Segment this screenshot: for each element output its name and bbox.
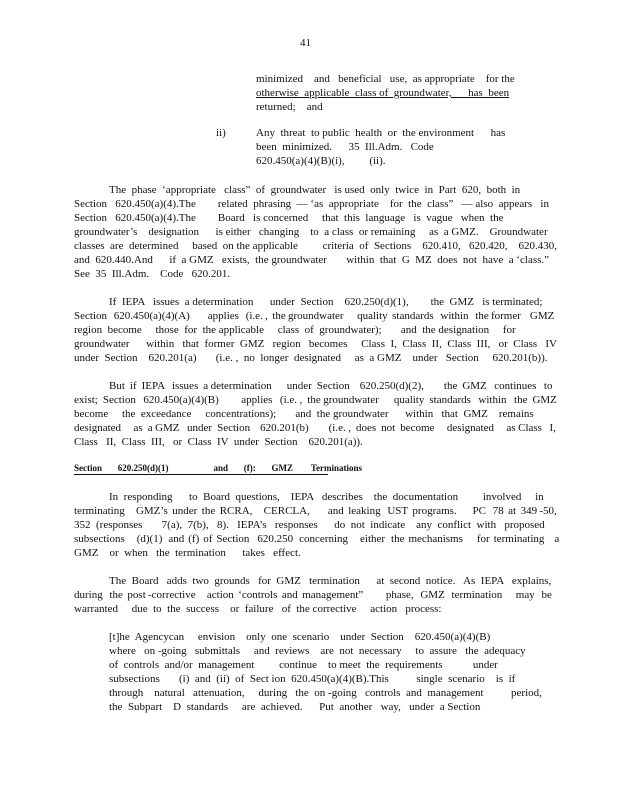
paragraph-line: during the post -corrective action ‘controls and management” phase, GMZ termination may be [74, 589, 552, 601]
paragraph-line: Section 620.450(a)(4).The related phrasing — ‘as appropriate for the class” — also appears in [74, 198, 549, 210]
blockquote-line: [t]he Agencycan envision only one scenario under Section 620.450(a)(4)(B) [109, 631, 491, 643]
paragraph-line: 352 (responses 7(a), 7(b), 8). IEPA’s responses do not indicate any conflict with proposed [74, 519, 545, 531]
paragraph-line: The Board adds two grounds for GMZ termination at second notice. As IEPA explains, [109, 575, 552, 587]
paragraph-line: Section 620.450(a)(4).The Board is concerned that this language is vague when the [74, 212, 504, 224]
paragraph-line: exist; Section 620.450(a)(4)(B) applies (i.e. , the groundwater quality standards within the GMZ [74, 394, 557, 406]
paragraph-line: The phase ‘appropriate class” of groundwater is used only twice in Part 620, both in [109, 184, 521, 196]
paragraph-line: and 620.440.And if a GMZ exists, the groundwater within that G MZ does not have a ‘class.” [74, 254, 550, 266]
paragraph-line: groundwater within that former GMZ region becomes Class I, Class II, Class III, or Class IV [74, 338, 558, 350]
paragraph-line: under Section 620.201(a) (i.e. , no longer designated as a GMZ under Section 620.201(b)). [74, 352, 548, 364]
section-heading: Section 620.250(d)(1) and (f): GMZ Terminations [74, 463, 362, 473]
paragraph-line: See 35 Ill.Adm. Code 620.201. [74, 268, 231, 280]
paragraph-line: subsections (d)(1) and (f) of Section 620.250 concerning either the mechanisms for terminating a [74, 533, 560, 545]
blockquote-line: subsections (i) and (ii) of Sect ion 620.450(a)(4)(B).This single scenario is if [109, 673, 516, 685]
blockquote-line: the Subpart D standards are achieved. Put another way, under a Section [109, 701, 481, 713]
list-text-line: 620.450(a)(4)(B)(i), (ii). [256, 155, 386, 167]
page-number: 41 [300, 37, 311, 49]
paragraph-line: become the exceedance concentrations); and the groundwater within that GMZ remains [74, 408, 534, 420]
paragraph-line: groundwater’s designation is either changing to a class or remaining as a GMZ. Groundwater [74, 226, 548, 238]
paragraph-line: region become those for the applicable class of groundwater); and the designation for [74, 324, 516, 336]
blockquote-line: where on -going submittals and reviews are not necessary to assure the adequacy [109, 645, 526, 657]
paragraph-line: If IEPA issues a determination under Section 620.250(d)(1), the GMZ is terminated; [109, 296, 543, 308]
paragraph-line: terminating GMZ’s under the RCRA, CERCLA, and leaking UST programs. PC 78 at 349 -50, [74, 505, 557, 517]
paragraph-line: designated as a GMZ under Section 620.201(b) (i.e. , does not become designated as Class I, [74, 422, 556, 434]
list-text-line: otherwise applicable class of groundwater, has been [256, 87, 510, 99]
list-marker: ii) [216, 127, 226, 139]
paragraph-line: classes are determined based on the applicable criteria of Sections 620.410, 620.420, 620.430, [74, 240, 557, 252]
list-text-line: minimized and beneficial use, as appropriate for the [256, 73, 515, 85]
section-heading-underline [74, 474, 328, 475]
list-text-line: been minimized. 35 Ill.Adm. Code [256, 141, 434, 153]
list-text-line: returned; and [256, 101, 323, 113]
blockquote-line: of controls and/or management continue to meet the requirements under [109, 659, 498, 671]
paragraph-line: Class II, Class III, or Class IV under Section 620.201(a)). [74, 436, 363, 448]
paragraph-line: warranted due to the success or failure of the corrective action process: [74, 603, 442, 615]
paragraph-line: GMZ or when the termination takes effect. [74, 547, 301, 559]
list-text-line: Any threat to public health or the environment has [256, 127, 506, 139]
paragraph-line: In responding to Board questions, IEPA describes the documentation involved in [109, 491, 544, 503]
paragraph-line: Section 620.450(a)(4)(A) applies (i.e. , the groundwater quality standards within the former GMZ [74, 310, 555, 322]
blockquote-line: through natural attenuation, during the on -going controls and management period, [109, 687, 542, 699]
paragraph-line: But if IEPA issues a determination under Section 620.250(d)(2), the GMZ continues to [109, 380, 553, 392]
